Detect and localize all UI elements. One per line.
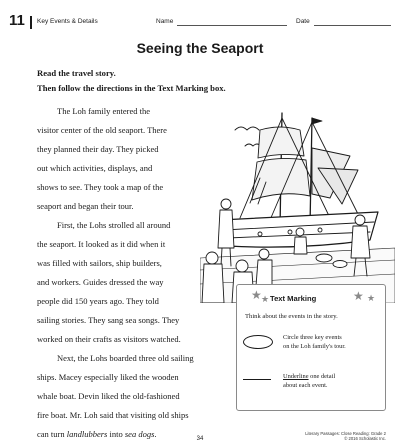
star-icon: ★ [251, 288, 262, 302]
direction-line: Read the travel story. [37, 68, 116, 78]
story-line: worked on their crafts as visitors watched. [37, 334, 181, 344]
story-line: people did 150 years ago. They told [37, 296, 159, 306]
story-line: visitor center of the old seaport. There [37, 125, 167, 135]
person-figure [218, 199, 234, 266]
story-line: seaport and began their tour. [37, 201, 134, 211]
underline-symbol-icon [243, 379, 271, 380]
story-line: the seaport. It looked as it did when it [37, 239, 166, 249]
unit-title: Key Events & Details [37, 18, 98, 25]
page-title: Seeing the Seaport [136, 40, 264, 56]
circle-symbol-icon [243, 335, 273, 349]
unit-number: 11 [9, 12, 25, 29]
text-marking-title: Text Marking [270, 294, 317, 303]
circle-instruction: Circle three key events on the Loh family's tour. [283, 334, 346, 350]
date-field[interactable] [314, 25, 391, 26]
story-line: sailing stories. They sang sea songs. They [37, 315, 180, 325]
date-label: Date [296, 18, 310, 25]
story-line: whale boat. Devin liked the old-fashioned [37, 391, 180, 401]
story-line: they planned their day. They picked [37, 144, 159, 154]
story-line: and workers. Guides dressed the way [37, 277, 164, 287]
story-line: The Loh family entered the [57, 106, 150, 116]
name-field[interactable] [177, 25, 287, 26]
star-icon: ★ [367, 293, 376, 303]
seagull-icon [235, 127, 259, 130]
page-header [9, 14, 391, 30]
story-line: shows to see. They took a map of the [37, 182, 164, 192]
directions [37, 66, 226, 96]
story-line: fire boat. Mr. Loh said that visiting old ships [37, 410, 189, 420]
story-line-last: can turn landlubbers into sea dogs. [37, 429, 157, 439]
text-marking-box [236, 284, 386, 411]
story-line: out which activities, displays, and [37, 163, 153, 173]
direction-line: Then follow the directions in the Text Marking box. [37, 83, 226, 93]
name-label: Name [156, 18, 174, 25]
underline-instruction: Underline one detail about each event. [283, 373, 336, 389]
footer-credit: Literary Passages: Close Reading: Grade 2 © 2016 Scholastic Inc. [305, 431, 386, 441]
page-number: 34 [196, 436, 204, 442]
seaport-illustration [200, 108, 395, 303]
star-icon: ★ [261, 294, 270, 304]
story-line: ships. Macey especially liked the wooden [37, 372, 179, 382]
star-icon: ★ [353, 289, 364, 303]
story-line: Next, the Lohs boarded three old sailing [57, 353, 194, 363]
story-line: was filled with sailors, ship builders, [37, 258, 162, 268]
text-marking-instruction: Think about the events in the story. [245, 313, 338, 320]
unit-divider [30, 16, 32, 29]
story-line: First, the Lohs strolled all around [57, 220, 171, 230]
